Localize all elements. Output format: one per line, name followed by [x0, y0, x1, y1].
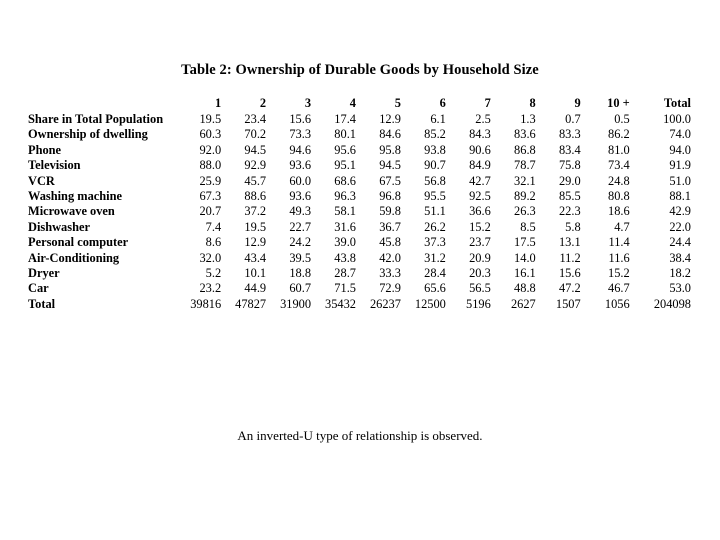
table-cell: 15.6: [289, 112, 312, 126]
table-cell: 71.5: [334, 281, 356, 296]
row-label: Microwave oven: [28, 204, 115, 219]
table-cell: 93.8: [424, 142, 446, 157]
table-cell: 70.2: [244, 127, 267, 142]
table-row: [25, 143, 695, 158]
table-cell: 96.3: [334, 189, 356, 204]
table-cell: 100.0: [663, 112, 691, 126]
table-cell: 31.6: [334, 219, 356, 234]
table-cell: 92.0: [199, 142, 222, 157]
table-cell: 68.6: [334, 173, 356, 188]
table-cell: 37.3: [424, 235, 446, 250]
table-cell: 8.5: [520, 219, 536, 234]
table-cell: 12.9: [244, 235, 267, 250]
table-cell: 43.4: [244, 250, 267, 265]
table-cell: 88.0: [199, 158, 222, 173]
table-cell: 23.4: [244, 112, 267, 126]
table-title: Table 2: Ownership of Durable Goods by Household Size: [181, 62, 539, 78]
table-cell: 14.0: [514, 250, 536, 265]
table-cell: 26.2: [424, 219, 446, 234]
column-header-6: 6: [439, 96, 446, 110]
table-cell: 67.5: [379, 173, 401, 188]
table-cell: 83.3: [558, 127, 581, 142]
table-cell: 43.8: [334, 250, 356, 265]
table-cell: 7.4: [205, 219, 222, 234]
table-cell: 12.9: [379, 112, 401, 126]
table-cell: 73.3: [289, 127, 312, 142]
table-cell: 46.7: [608, 281, 630, 296]
table-cell: 95.5: [424, 189, 446, 204]
table-cell: 90.7: [424, 158, 446, 173]
table-cell: 42.0: [379, 250, 401, 265]
table-cell: 84.6: [379, 127, 401, 142]
table-cell: 24.4: [669, 235, 691, 250]
table-cell: 67.3: [199, 189, 222, 204]
column-header-3: 3: [304, 96, 312, 110]
table-cell: 58.1: [334, 204, 356, 219]
table-cell: 37.2: [244, 204, 267, 219]
table-cell: 2.5: [475, 112, 491, 126]
table-cell: 39.5: [289, 250, 312, 265]
table-cell: 22.7: [289, 219, 312, 234]
table-cell: 84.9: [469, 158, 491, 173]
table-cell: 86.2: [608, 127, 630, 142]
table-cell: 60.0: [289, 173, 312, 188]
row-label: Phone: [28, 142, 62, 157]
table-cell: 12500: [414, 296, 446, 311]
column-header-2: 2: [259, 96, 267, 110]
table-cell: 89.2: [514, 189, 536, 204]
column-header-4: 4: [349, 96, 356, 110]
table-row: [25, 281, 695, 296]
table-cell: 94.5: [244, 142, 267, 157]
table-cell: 94.5: [379, 158, 401, 173]
table-cell: 80.8: [608, 189, 630, 204]
table-cell: 24.8: [608, 173, 630, 188]
table-row: [25, 297, 695, 312]
table-cell: 72.9: [379, 281, 401, 296]
table-cell: 11.2: [559, 250, 581, 265]
column-header-7: 7: [484, 96, 491, 110]
table-cell: 95.1: [334, 158, 356, 173]
table-cell: 204098: [653, 296, 691, 311]
table-cell: 15.6: [558, 266, 581, 281]
table-cell: 65.6: [424, 281, 446, 296]
table-header-row: [25, 96, 695, 112]
column-header-9: 9: [574, 96, 581, 110]
table-cell: 88.6: [244, 189, 267, 204]
table-cell: 23.7: [469, 235, 491, 250]
table-cell: 28.7: [334, 266, 356, 281]
slide-caption: An inverted-U type of relationship is observed.: [237, 428, 483, 443]
table-cell: 19.5: [199, 112, 222, 126]
table-cell: 48.8: [514, 281, 536, 296]
table-cell: 45.7: [244, 173, 267, 188]
table-cell: 47.2: [558, 281, 581, 296]
table-cell: 83.4: [558, 142, 581, 157]
row-label: Washing machine: [28, 189, 122, 204]
table-row: [25, 204, 695, 219]
column-header-rowlabel: [25, 96, 180, 112]
table-row: [25, 235, 695, 250]
row-label: Car: [28, 281, 49, 296]
table-cell: 29.0: [558, 173, 581, 188]
table-cell: 18.6: [608, 204, 630, 219]
table-cell: 83.6: [514, 127, 536, 142]
table-row: [25, 220, 695, 235]
table-cell: 60.3: [199, 127, 222, 142]
row-label: Television: [28, 158, 81, 173]
table-cell: 18.2: [669, 266, 691, 281]
table-cell: 36.6: [469, 204, 491, 219]
table-cell: 51.0: [669, 173, 691, 188]
table-cell: 81.0: [608, 142, 630, 157]
table-cell: 53.0: [669, 281, 691, 296]
table-cell: 92.9: [244, 158, 267, 173]
table-cell: 2627: [510, 296, 536, 311]
table-cell: 95.8: [379, 142, 401, 157]
table-cell: 26.3: [514, 204, 536, 219]
table-cell: 85.2: [424, 127, 446, 142]
table-cell: 88.1: [669, 189, 691, 204]
table-container: [25, 96, 695, 312]
table-cell: 44.9: [244, 281, 267, 296]
column-header-5: 5: [394, 96, 401, 110]
table-cell: 5.2: [205, 266, 222, 281]
column-header-1: 1: [214, 96, 222, 110]
column-header-8: 8: [529, 96, 536, 110]
table-cell: 93.6: [289, 158, 312, 173]
table-cell: 95.6: [334, 142, 356, 157]
table-cell: 93.6: [289, 189, 312, 204]
table-cell: 38.4: [669, 250, 691, 265]
table-cell: 0.7: [565, 112, 581, 126]
table-cell: 22.3: [558, 204, 581, 219]
table-cell: 32.0: [199, 250, 222, 265]
table-cell: 0.5: [614, 112, 630, 126]
table-cell: 49.3: [289, 204, 312, 219]
table-cell: 31.2: [424, 250, 446, 265]
table-cell: 73.4: [608, 158, 630, 173]
table-cell: 28.4: [424, 266, 446, 281]
row-label: Dryer: [28, 266, 60, 281]
row-label: Personal computer: [28, 235, 129, 250]
table-cell: 91.9: [669, 158, 691, 173]
table-cell: 4.7: [614, 219, 630, 234]
table-cell: 36.7: [379, 219, 401, 234]
table-cell: 84.3: [469, 127, 491, 142]
table-cell: 92.5: [469, 189, 491, 204]
table-cell: 20.9: [469, 250, 491, 265]
row-label: Share in Total Population: [28, 112, 164, 126]
table-cell: 35432: [325, 296, 356, 311]
table-cell: 90.6: [469, 142, 491, 157]
table-row: [25, 127, 695, 142]
table-row: [25, 251, 695, 266]
table-cell: 1507: [555, 296, 581, 311]
table-cell: 25.9: [199, 173, 222, 188]
table-cell: 86.8: [514, 142, 536, 157]
table-cell: 26237: [369, 296, 401, 311]
table-cell: 13.1: [558, 235, 581, 250]
table-cell: 51.1: [424, 204, 446, 219]
table-cell: 20.3: [469, 266, 491, 281]
table-cell: 5.8: [565, 219, 581, 234]
table-cell: 80.1: [334, 127, 356, 142]
table-cell: 1056: [604, 296, 630, 311]
table-cell: 60.7: [289, 281, 312, 296]
table-cell: 42.7: [469, 173, 491, 188]
table-cell: 5196: [466, 296, 491, 311]
table-cell: 78.7: [514, 158, 536, 173]
table-cell: 10.1: [244, 266, 267, 281]
table-cell: 15.2: [608, 266, 630, 281]
table-row: [25, 158, 695, 173]
table-cell: 20.7: [199, 204, 222, 219]
table-cell: 39.0: [334, 235, 356, 250]
table-cell: 39816: [190, 296, 222, 311]
table-cell: 6.1: [430, 112, 446, 126]
table-body: [25, 112, 695, 312]
table-cell: 22.0: [669, 219, 691, 234]
table-cell: 56.8: [424, 173, 446, 188]
table-cell: 45.8: [379, 235, 401, 250]
durable-goods-table: [25, 96, 695, 312]
table-cell: 32.1: [514, 173, 536, 188]
table-cell: 94.6: [289, 142, 312, 157]
table-cell: 31900: [280, 296, 312, 311]
column-header-10plus: 10 +: [607, 96, 630, 110]
table-cell: 17.4: [334, 112, 356, 126]
table-cell: 17.5: [514, 235, 536, 250]
table-cell: 85.5: [558, 189, 581, 204]
table-row: [25, 266, 695, 281]
column-header-total: Total: [663, 96, 691, 110]
table-cell: 23.2: [199, 281, 222, 296]
table-cell: 11.6: [608, 250, 630, 265]
table-cell: 8.6: [205, 235, 222, 250]
table-cell: 59.8: [379, 204, 401, 219]
table-cell: 42.9: [669, 204, 691, 219]
table-cell: 75.8: [558, 158, 581, 173]
table-cell: 74.0: [669, 127, 691, 142]
table-row: [25, 174, 695, 189]
table-cell: 18.8: [289, 266, 312, 281]
table-cell: 94.0: [669, 142, 691, 157]
row-label: VCR: [28, 173, 55, 188]
row-label: Ownership of dwelling: [28, 127, 148, 142]
row-label: Air-Conditioning: [28, 250, 120, 265]
table-cell: 11.4: [608, 235, 630, 250]
table-cell: 16.1: [514, 266, 536, 281]
table-cell: 19.5: [244, 219, 267, 234]
table-cell: 33.3: [379, 266, 401, 281]
table-cell: 47827: [235, 296, 267, 311]
table-cell: 15.2: [469, 219, 491, 234]
table-cell: 1.3: [520, 112, 536, 126]
table-cell: 24.2: [289, 235, 312, 250]
row-label: Dishwasher: [28, 219, 90, 234]
table-cell: 96.8: [379, 189, 401, 204]
table-row: [25, 112, 695, 127]
table-cell: 56.5: [469, 281, 491, 296]
table-row: [25, 189, 695, 204]
row-label: Total: [28, 296, 56, 311]
